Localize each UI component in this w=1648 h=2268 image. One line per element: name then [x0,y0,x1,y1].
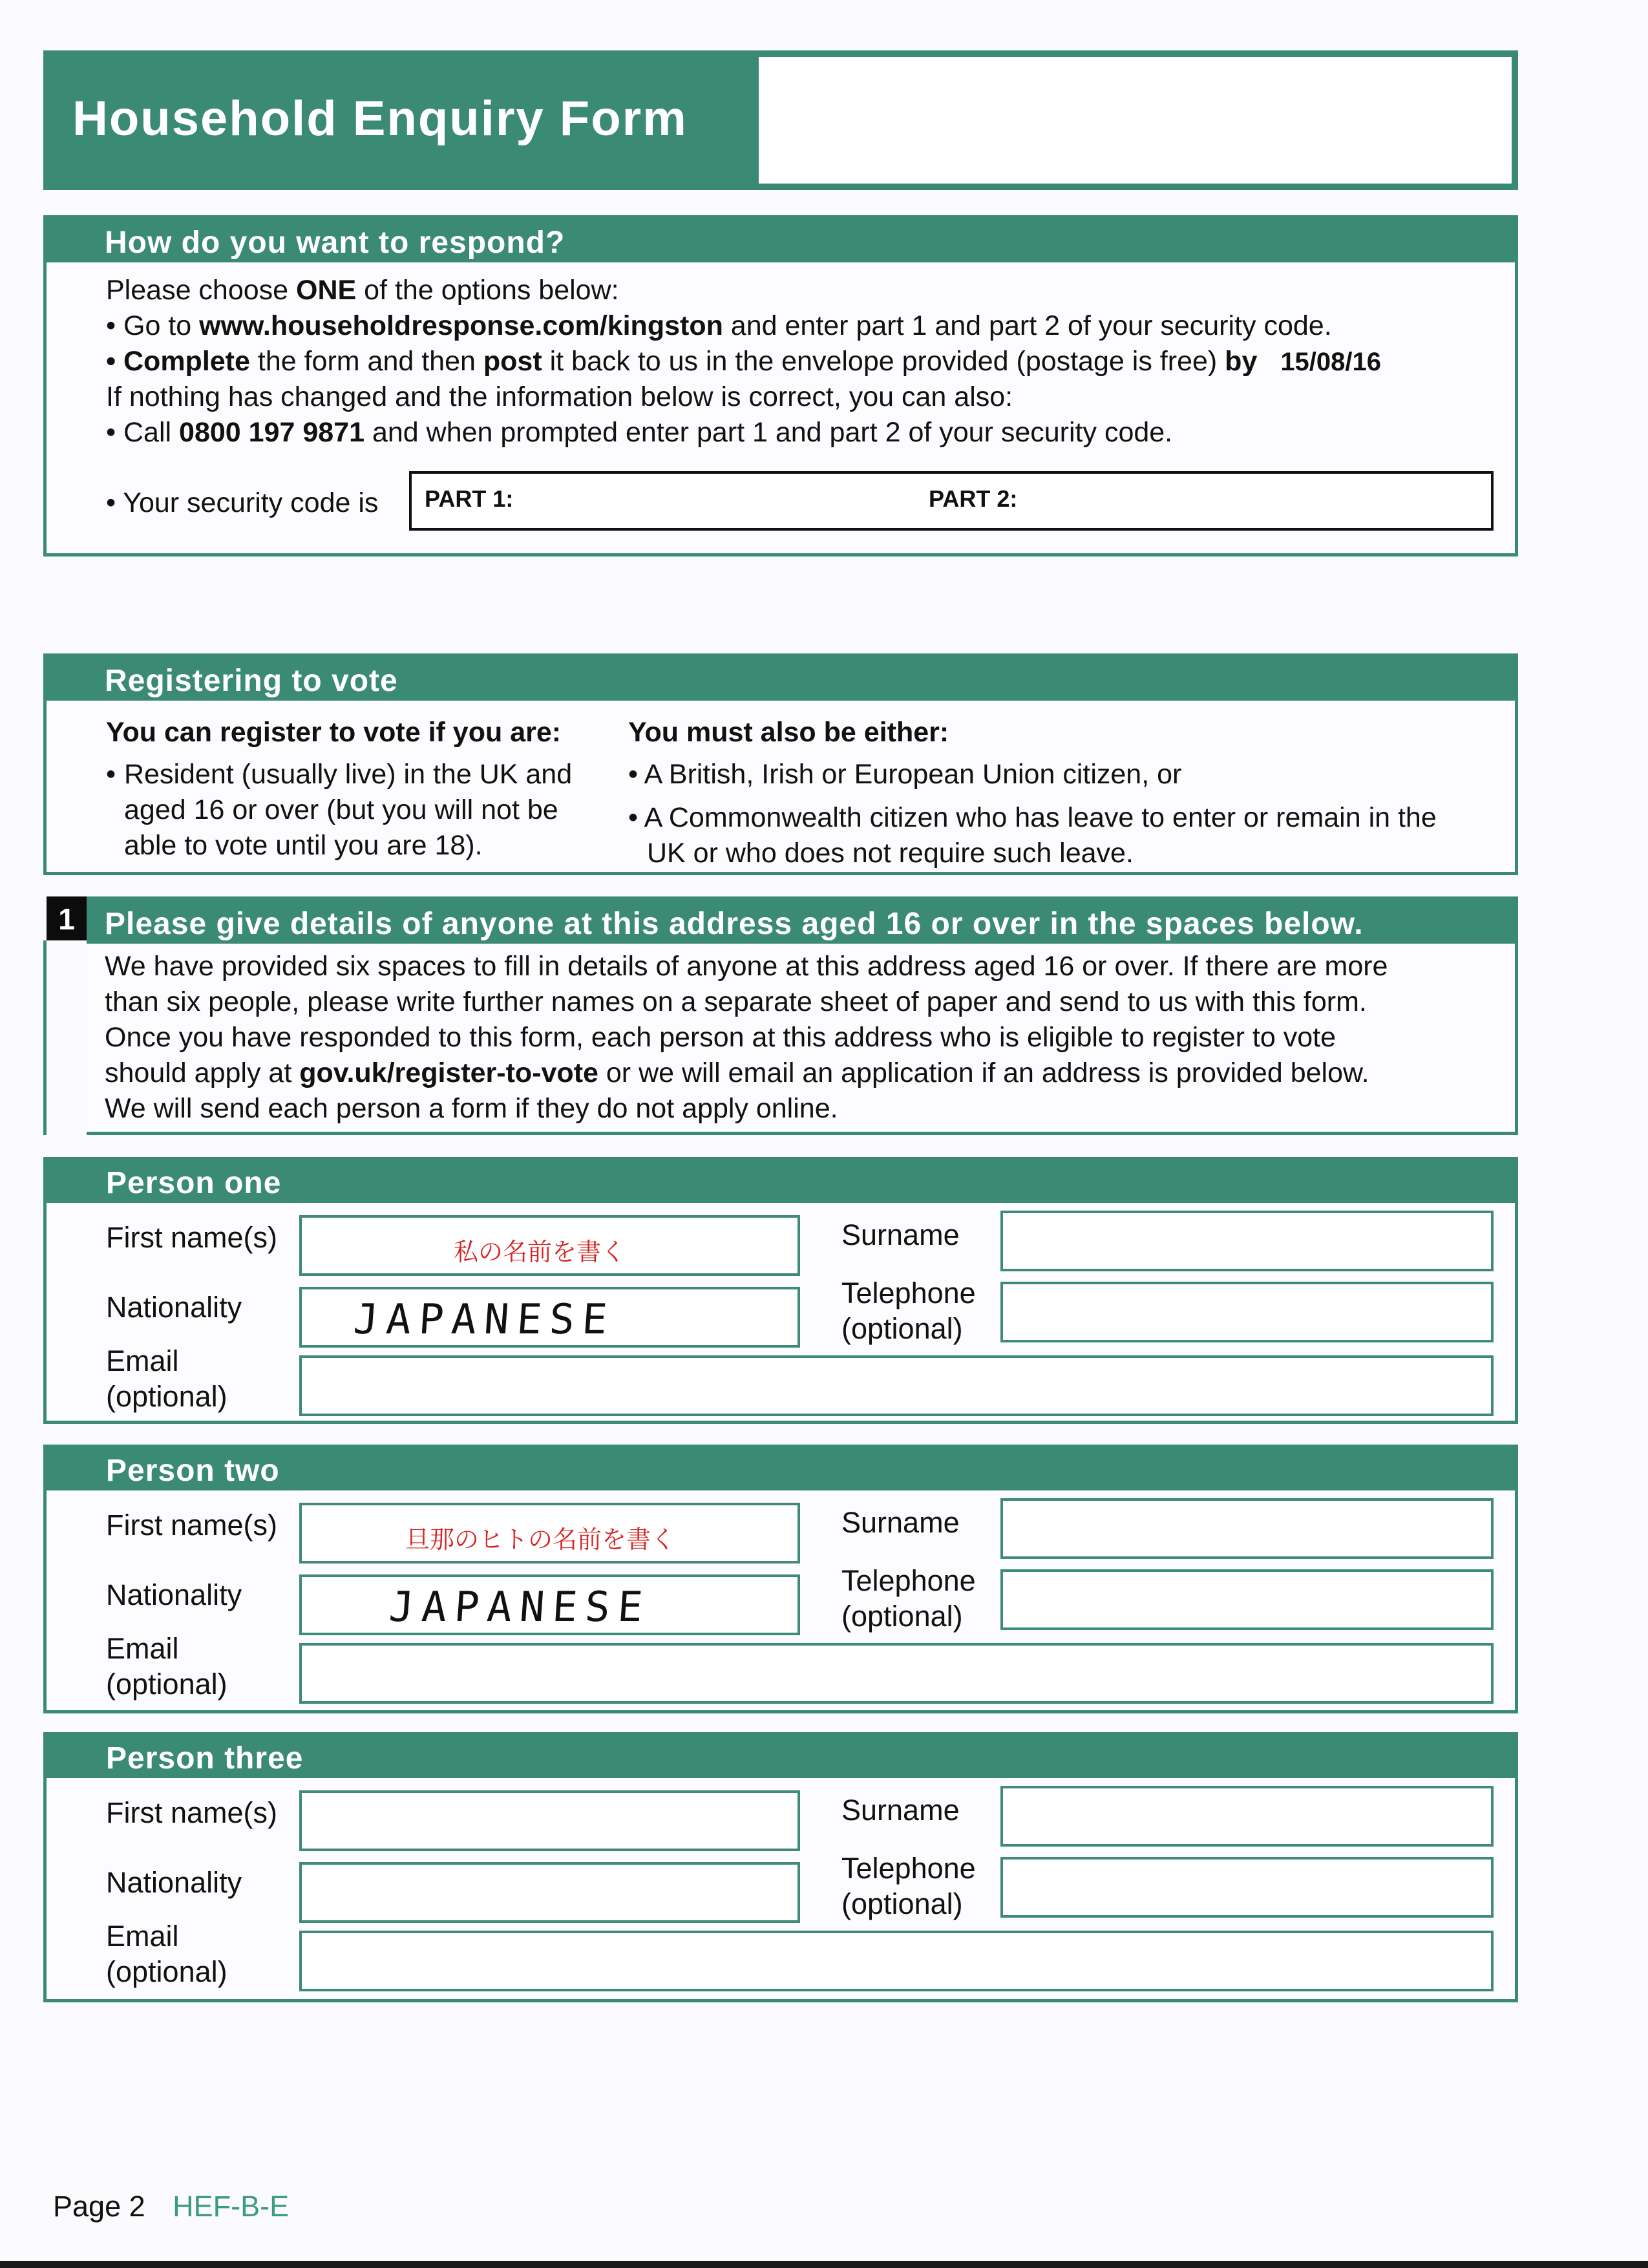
surname-label: Surname [841,1794,960,1827]
phone-number[interactable]: 0800 197 9871 [179,417,364,448]
register-to-vote-link[interactable]: gov.uk/register-to-vote [299,1057,598,1088]
person-three-first-name-input[interactable] [299,1790,800,1851]
section1-line4-post: or we will email an application if an address is provided below. [598,1057,1369,1088]
register-right-heading: You must also be either: [628,717,949,748]
nationality-label: Nationality [106,1866,242,1899]
person-three-band [47,1735,1515,1778]
person-two-telephone-input[interactable] [1000,1569,1494,1630]
section1-number: 1 [58,902,75,936]
footer [53,2190,289,2223]
register-left-line3: able to vote until you are 18). [124,830,483,861]
person-two-surname-input[interactable] [1000,1498,1494,1559]
person-one-first-name-value: 私の名前を書く [454,1238,626,1266]
nationality-label: Nationality [106,1291,242,1324]
form-code: HEF-B-E [173,2190,290,2223]
option-call-pre: • Call [106,417,180,448]
person-two-heading: Person two [106,1454,280,1488]
section1-band [87,900,1515,944]
form-header [43,50,1518,190]
person-one-first-name-input[interactable] [299,1215,800,1276]
telephone-optional-text: (optional) [841,1312,963,1345]
email-optional-text: (optional) [106,1955,227,1988]
section1-line4 [105,1055,1369,1091]
form-title: Household Enquiry Form [72,91,688,146]
person-three-heading: Person three [106,1741,304,1775]
register-left-line1: Resident (usually live) in the UK and [124,759,573,790]
section1-line1: We have provided six spaces to fill in details of anyone at this address aged 16 or over. If there are more [105,951,1388,982]
security-code-box [409,471,1494,531]
option-post-post: post [483,346,542,377]
person-three-email-input[interactable] [299,1931,1494,1991]
register-left-bullet: • [106,759,116,790]
option-post [106,344,1381,380]
option-web-pre: • Go to [106,310,200,341]
section1-line4-pre: should apply at [105,1057,300,1088]
register-section [43,653,1518,875]
person-one-nationality-value: JAPANESE [352,1296,617,1344]
surname-label: Surname [841,1218,960,1251]
person-two-section [43,1445,1518,1713]
section1-heading: Please give details of anyone at this address aged 16 or over in the spaces below. [105,907,1364,941]
register-left-heading: You can register to vote if you are: [106,717,562,748]
person-one-nationality-input[interactable] [299,1287,800,1348]
nationality-label: Nationality [106,1578,242,1611]
register-heading: Registering to vote [105,664,398,698]
option-web [106,308,1332,344]
email-label-text: Email [106,1632,179,1665]
respond-intro [106,273,619,308]
part2-label: PART 2: [929,485,1018,512]
telephone-optional-text: (optional) [841,1600,963,1633]
option-post-by: by [1225,346,1258,377]
email-label-text: Email [106,1344,179,1377]
telephone-label-text: Telephone [841,1852,976,1885]
person-two-nationality-input[interactable] [299,1574,800,1635]
email-label [106,1343,227,1414]
telephone-label [841,1275,976,1346]
first-name-label: First name(s) [106,1221,278,1254]
option-call-post: and when prompted enter part 1 and part 2 of your security code. [364,417,1173,448]
person-two-band [47,1448,1515,1490]
intro-bold: ONE [296,275,357,306]
person-three-section [43,1732,1518,2002]
person-three-surname-input[interactable] [1000,1786,1494,1847]
option-post-complete: • Complete [106,346,250,377]
first-name-label: First name(s) [106,1796,278,1829]
option-post-text2: it back to us in the envelope provided (postage is free) [542,346,1225,377]
person-one-heading: Person one [106,1166,282,1200]
option-call [106,415,1172,450]
telephone-label [841,1850,976,1922]
page-number: Page 2 [53,2190,145,2223]
first-name-label: First name(s) [106,1509,278,1542]
respond-band [47,218,1515,262]
register-band [47,657,1515,701]
email-label [106,1918,227,1989]
person-one-surname-input[interactable] [1000,1211,1494,1271]
person-two-email-input[interactable] [299,1643,1494,1704]
person-one-section [43,1157,1518,1424]
register-right-bullet2-line1: • A Commonwealth citizen who has leave to enter or remain in the [628,802,1437,833]
intro-text: Please choose [106,275,297,306]
respond-section [43,215,1518,556]
intro-text-end: of the options below: [356,275,619,306]
person-one-email-input[interactable] [299,1355,1494,1416]
option-post-text1: the form and then [249,346,483,377]
telephone-label [841,1563,976,1634]
person-one-telephone-input[interactable] [1000,1282,1494,1342]
email-optional-text: (optional) [106,1668,227,1701]
telephone-optional-text: (optional) [841,1887,963,1920]
person-two-first-name-value: 旦那のヒトの名前を書く [405,1525,676,1554]
register-right-bullet1: • A British, Irish or European Union citizen, or [628,759,1182,790]
telephone-label-text: Telephone [841,1564,976,1597]
security-code-label: • Your security code is [106,487,379,518]
nochange-text: If nothing has changed and the information below is correct, you can also: [106,381,1013,412]
email-label-text: Email [106,1920,179,1953]
person-two-first-name-input[interactable] [299,1503,800,1563]
page-bottom-edge [0,2261,1648,2268]
person-one-band [47,1160,1515,1203]
surname-label: Surname [841,1506,960,1539]
address-window [759,57,1512,184]
deadline-date: 15/08/16 [1280,348,1382,376]
register-right-bullet2-line2: UK or who does not require such leave. [647,838,1134,869]
section1-line3: Once you have responded to this form, each person at this address who is eligible to register to vote [105,1022,1336,1053]
person-three-telephone-input[interactable] [1000,1857,1494,1918]
email-label [106,1631,227,1702]
part1-label: PART 1: [425,485,514,512]
section1-left-border [43,940,47,1135]
option-web-post: and enter part 1 and part 2 of your security code. [723,310,1332,341]
telephone-label-text: Telephone [841,1277,976,1309]
person-three-nationality-input[interactable] [299,1862,800,1923]
section1-number-box [47,896,87,940]
section1-line2: than six people, please write further names on a separate sheet of paper and send to us with this form. [105,986,1367,1017]
section1-line5: We will send each person a form if they do not apply online. [105,1093,838,1124]
person-two-nationality-value: JAPANESE [387,1584,652,1631]
email-optional-text: (optional) [106,1380,227,1413]
register-left-line2: aged 16 or over (but you will not be [124,794,558,825]
respond-heading: How do you want to respond? [105,226,565,260]
response-website-link[interactable]: www.householdresponse.com/kingston [199,310,723,341]
